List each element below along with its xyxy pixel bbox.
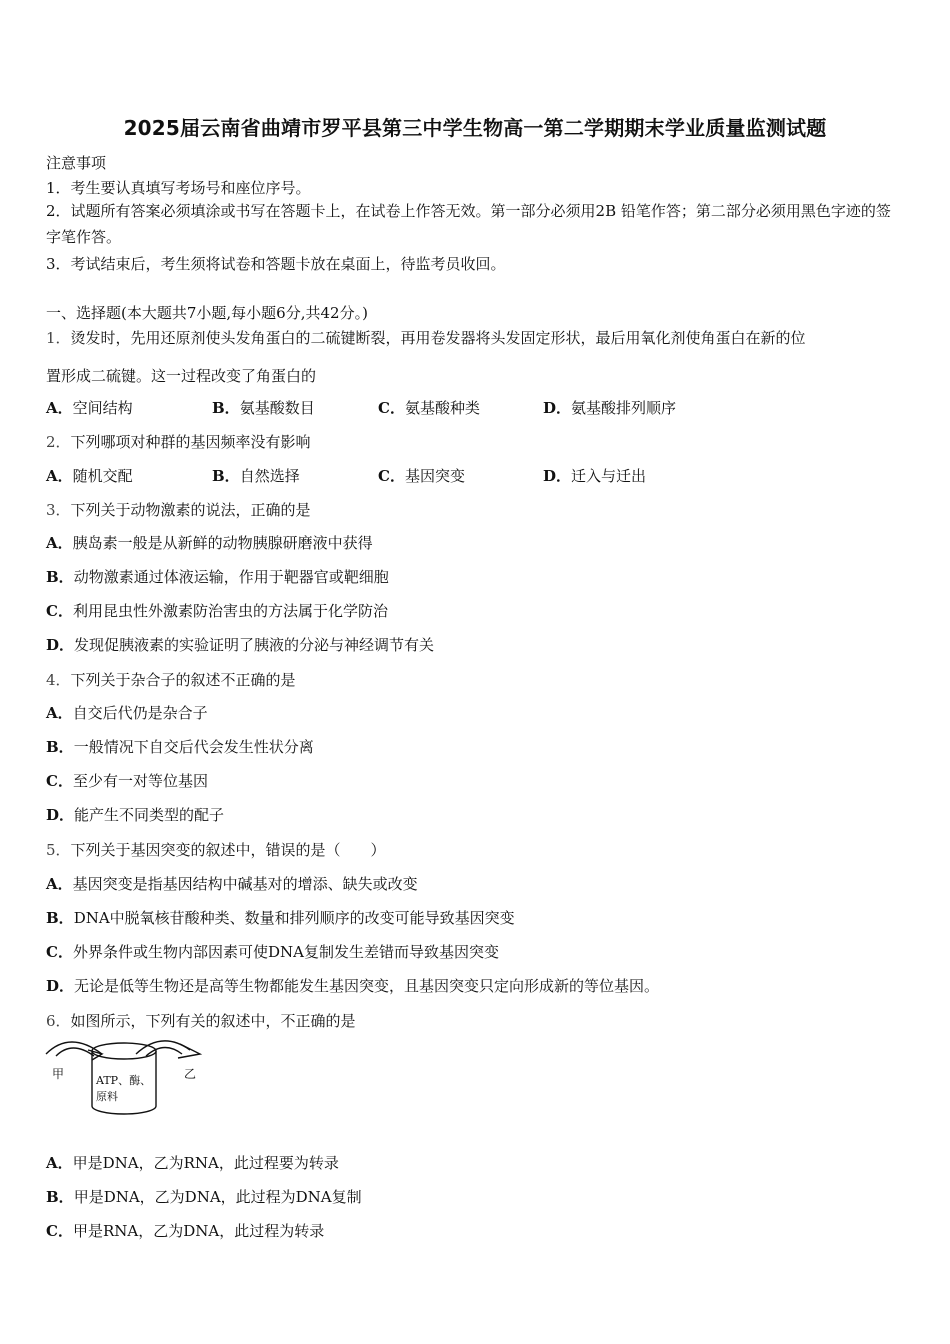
- notice-item-1: 1．考生要认真填写考场号和座位序号。: [46, 179, 311, 197]
- section-heading: 一、选择题(本大题共7小题,每小题6分,共42分。): [46, 304, 368, 322]
- q3-option-b[interactable]: [46, 566, 389, 587]
- option-text: 自然选择: [239, 467, 300, 485]
- option-letter: C．: [378, 399, 405, 417]
- question-1-stem: 1．烫发时，先用还原剂使头发角蛋白的二硫键断裂，再用卷发器将头发固定形状，最后用氧化剂使角蛋白在新的位: [46, 329, 806, 347]
- option-letter: C．: [46, 943, 73, 961]
- option-letter: A．: [46, 399, 73, 417]
- left-arrow-inner: [56, 1048, 94, 1056]
- q3-option-a[interactable]: [46, 532, 373, 553]
- inner-label-1: ATP、酶、: [96, 1074, 152, 1087]
- option-text: 动物激素通过体液运输，作用于靶器官或靶细胞: [73, 568, 389, 586]
- option-letter: D．: [543, 467, 572, 485]
- q4-option-c[interactable]: [46, 770, 208, 791]
- inner-label-2: 原料: [96, 1090, 118, 1103]
- q3-option-d[interactable]: [46, 634, 434, 655]
- q1-option-b[interactable]: [212, 397, 315, 418]
- option-text: 至少有一对等位基因: [72, 772, 208, 790]
- option-letter: C．: [378, 467, 405, 485]
- q5-option-d[interactable]: [46, 975, 659, 996]
- option-text: 外界条件或生物内部因素可使DNA复制发生差错而导致基因突变: [72, 943, 499, 961]
- option-text: 氨基酸排列顺序: [571, 399, 677, 417]
- option-letter: A．: [46, 534, 73, 552]
- q6-option-b[interactable]: [46, 1186, 362, 1207]
- option-text: 迁入与迁出: [571, 467, 647, 485]
- option-text: DNA中脱氧核苷酸种类、数量和排列顺序的改变可能导致基因突变: [73, 909, 515, 927]
- option-letter: C．: [46, 1222, 73, 1240]
- option-text: 无论是低等生物还是高等生物都能发生基因突变，且基因突变只定向形成新的等位基因。: [74, 977, 660, 995]
- option-letter: B．: [212, 467, 240, 485]
- option-letter: B．: [46, 568, 74, 586]
- notice-heading: 注意事项: [46, 154, 107, 172]
- q5-option-a[interactable]: [46, 873, 418, 894]
- question-number: 5．: [46, 841, 71, 859]
- q6-option-a[interactable]: [46, 1152, 339, 1173]
- option-letter: D．: [46, 977, 75, 995]
- page-title: 2025届云南省曲靖市罗平县第三中学生物高一第二学期期末学业质量监测试题: [123, 116, 827, 140]
- option-text: 随机交配: [72, 467, 133, 485]
- option-letter: B．: [46, 1188, 74, 1206]
- question-3-stem: 3．下列关于动物激素的说法，正确的是: [46, 501, 311, 519]
- option-text: 氨基酸种类: [404, 399, 480, 417]
- option-text: 基因突变是指基因结构中碱基对的增添、缺失或改变: [72, 875, 418, 893]
- q4-option-a[interactable]: [46, 702, 208, 723]
- option-text: 甲是RNA，乙为DNA，此过程为转录: [72, 1222, 325, 1240]
- option-letter: B．: [46, 738, 74, 756]
- q1-option-a[interactable]: [46, 397, 133, 418]
- q1-option-c[interactable]: [378, 397, 480, 418]
- option-text: 能产生不同类型的配子: [74, 806, 225, 824]
- question-2-stem: 2．下列哪项对种群的基因频率没有影响: [46, 433, 311, 451]
- option-letter: A．: [46, 467, 73, 485]
- q2-option-c[interactable]: [378, 465, 465, 486]
- q4-option-d[interactable]: [46, 804, 224, 825]
- option-text: 自交后代仍是杂合子: [72, 704, 208, 722]
- label-jia: 甲: [52, 1067, 65, 1081]
- label-yi: 乙: [184, 1067, 197, 1081]
- question-4-stem: 4．下列关于杂合子的叙述不正确的是: [46, 671, 296, 689]
- process-figure: [40, 1036, 220, 1120]
- notice-item-3: 3．考试结束后，考生须将试卷和答题卡放在桌面上，待监考员收回。: [46, 255, 506, 273]
- question-number: 1．: [46, 329, 71, 347]
- question-number: 3．: [46, 501, 71, 519]
- option-letter: D．: [46, 636, 75, 654]
- option-letter: A．: [46, 875, 73, 893]
- option-text: 一般情况下自交后代会发生性状分离: [73, 738, 314, 756]
- option-letter: C．: [46, 602, 73, 620]
- option-text: 利用昆虫性外激素防治害虫的方法属于化学防治: [72, 602, 388, 620]
- option-text: 氨基酸数目: [239, 399, 315, 417]
- q2-option-b[interactable]: [212, 465, 300, 486]
- option-letter: C．: [46, 772, 73, 790]
- option-text: 甲是DNA，乙为RNA，此过程要为转录: [72, 1154, 339, 1172]
- q1-option-d[interactable]: [543, 397, 676, 418]
- right-arrowhead: [178, 1044, 200, 1058]
- q2-option-d[interactable]: [543, 465, 646, 486]
- question-5-stem: 5．下列关于基因突变的叙述中，错误的是（ ）: [46, 841, 386, 859]
- option-text: 胰岛素一般是从新鲜的动物胰腺研磨液中获得: [72, 534, 373, 552]
- option-letter: A．: [46, 1154, 73, 1172]
- option-letter: D．: [46, 806, 75, 824]
- option-text: 甲是DNA，乙为DNA，此过程为DNA复制: [73, 1188, 362, 1206]
- q3-option-c[interactable]: [46, 600, 388, 621]
- q5-option-c[interactable]: [46, 941, 499, 962]
- option-letter: A．: [46, 704, 73, 722]
- notice-item-2: 2．试题所有答案必须填涂或书写在答题卡上，在试卷上作答无效。第一部分必须用2B 铅笔作答；第二部分必须用黑色字迹的签字笔作答。: [46, 202, 891, 246]
- option-text: 基因突变: [404, 467, 465, 485]
- q2-option-a[interactable]: [46, 465, 133, 486]
- option-letter: B．: [212, 399, 240, 417]
- option-text: 发现促胰液素的实验证明了胰液的分泌与神经调节有关: [74, 636, 435, 654]
- q6-option-c[interactable]: [46, 1220, 324, 1241]
- question-number: 2．: [46, 433, 71, 451]
- q4-option-b[interactable]: [46, 736, 314, 757]
- option-letter: B．: [46, 909, 74, 927]
- question-1-stem-cont: 置形成二硫键。这一过程改变了角蛋白的: [46, 367, 317, 385]
- question-number: 4．: [46, 671, 71, 689]
- option-text: 空间结构: [72, 399, 133, 417]
- q5-option-b[interactable]: [46, 907, 515, 928]
- question-6-stem: 6．如图所示，下列有关的叙述中，不正确的是: [46, 1012, 356, 1030]
- option-letter: D．: [543, 399, 572, 417]
- question-number: 6．: [46, 1012, 71, 1030]
